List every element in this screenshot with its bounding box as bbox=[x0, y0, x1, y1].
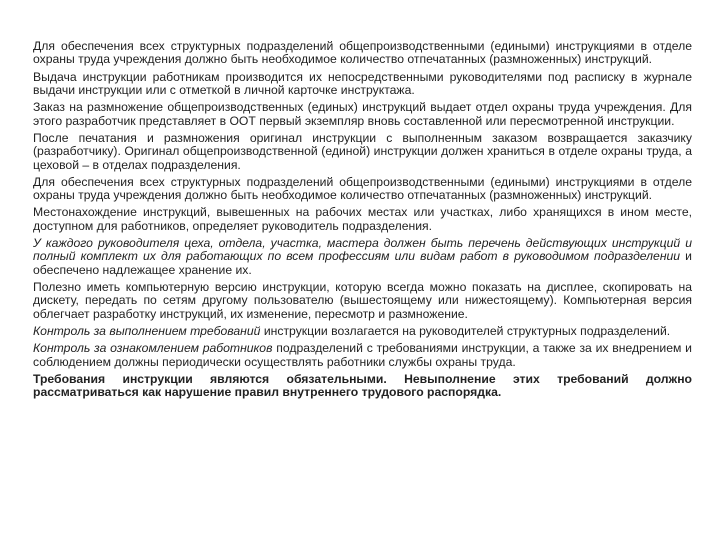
paragraph-bold-text: Требования инструкции являются обязательными. Невыполнение этих требований должно рассматриваться как нарушение правил внутреннего трудового распорядка. bbox=[33, 371, 692, 400]
paragraph-text: Выдача инструкции работникам производится их непосредственными руководителями под расписку в журнале выдачи инструкции или с отметкой в личной карточке инструктажа. bbox=[33, 69, 692, 98]
paragraph-mandatory-requirements bbox=[33, 373, 692, 400]
paragraph-computer-version bbox=[33, 281, 692, 321]
paragraph-text: подразделений с требованиями инструкции, а также за их внедрением и соблюдением должны периодически осуществлять работники службы охраны труда. bbox=[33, 341, 692, 369]
paragraph-familiarization-control bbox=[33, 342, 692, 369]
paragraph-text: Местонахождение инструкций, вывешенных на рабочих местах или участках, либо хранящихся в ином месте, доступном для работников, определяет руководитель подразделения. bbox=[33, 205, 692, 233]
paragraph-italic-text: Контроль за ознакомлением работников bbox=[33, 341, 273, 356]
paragraph-compliance-control bbox=[33, 325, 692, 338]
paragraph-original-storage bbox=[33, 132, 692, 172]
paragraph-text: и обеспечено надлежащее хранение их. bbox=[33, 249, 692, 277]
paragraph-text: Для обеспечения всех структурных подразделений общепроизводственными (едиными) инструкциями в отделе охраны труда учреждения должно быть необходимое количество отпечатанных (размноженных) инструкций. bbox=[33, 174, 692, 203]
paragraph-copies-availability bbox=[33, 40, 692, 67]
paragraph-italic-text: Контроль за выполнением требований bbox=[33, 324, 261, 339]
paragraph-text: инструкции возлагается на руководителей структурных подразделений. bbox=[260, 324, 671, 339]
paragraph-text: После печатания и размножения оригинал инструкции с выполненным заказом возвращается заказчику (разработчику). Оригинал общепроизводственной (единой) инструкции должен храниться в отделе охраны труда, а цеховой – в отделах подразделения. bbox=[33, 130, 692, 172]
paragraph-italic-text: У каждого руководителя цеха, отдела, участка, мастера должен быть перечень действующих инструкций и полный комплект их для работающих по всем профессиям или видам работ в руководимом подразделении bbox=[33, 236, 692, 264]
paragraph-instruction-location bbox=[33, 206, 692, 233]
paragraph-copies-availability-repeat bbox=[33, 176, 692, 203]
paragraph-text: Полезно иметь компьютерную версию инструкции, которую всегда можно показать на дисплее, скопировать на дискету, передать по сетям другому пользователю (вышестоящему или нижестоящему). Компьютерная версия облегчает разработку инструкций, их изменение, пересмотр и размножение. bbox=[33, 280, 692, 321]
paragraph-issuing-instructions bbox=[33, 71, 692, 98]
paragraph-reproduction-order bbox=[33, 101, 692, 128]
paragraph-text: Для обеспечения всех структурных подразделений общепроизводственными (едиными) инструкциями в отделе охраны труда учреждения должно быть необходимое количество отпечатанных (размноженных) инструкций. bbox=[33, 39, 692, 67]
paragraph-text: Заказ на размножение общепроизводственных (единых) инструкций выдает отдел охраны труда учреждения. Для этого разработчик представляет в ООТ первый экземпляр вновь составленной или пересмотренной инструкции. bbox=[33, 100, 692, 128]
paragraph-manager-instruction-list bbox=[33, 237, 692, 277]
